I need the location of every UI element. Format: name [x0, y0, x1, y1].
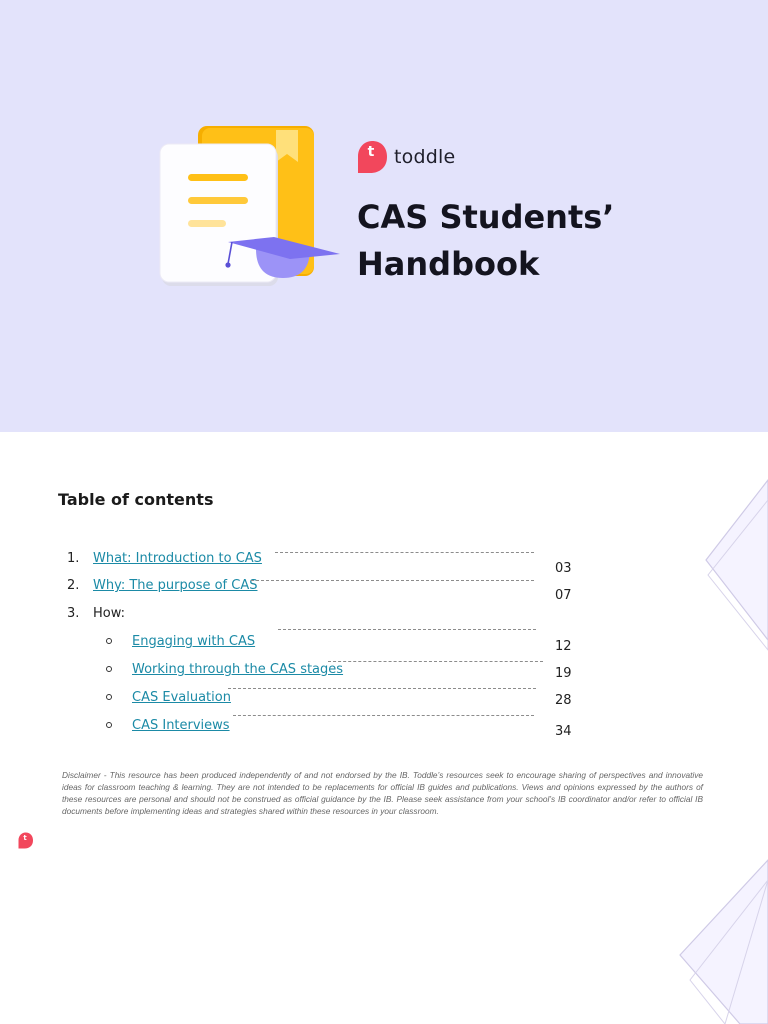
toc-number: 1. — [67, 551, 80, 566]
title-line-1: CAS Students’ — [357, 198, 615, 236]
toc-link-interviews[interactable]: CAS Interviews — [132, 718, 230, 733]
toc-page-number: 03 — [555, 561, 572, 576]
toc-link-engaging[interactable]: Engaging with CAS — [132, 634, 256, 649]
toc-link-evaluation[interactable]: CAS Evaluation — [132, 690, 231, 705]
toc-leader — [251, 580, 534, 581]
toc-leader — [275, 552, 534, 553]
toc-link-introduction[interactable]: What: Introduction to CAS — [93, 551, 262, 566]
brand-name: toddle — [394, 146, 456, 168]
toc-leader — [233, 715, 534, 716]
disclaimer-text: Disclaimer - This resource has been produced independently of and not endorsed by the IB. Toddle’s resources seek to encourage sharing of perspectives and innovative ideas for classroom teaching & learning. They are not intended to be replacements for official IB guides and publications. Views and opinions expressed by the authors of these resources are personal and should not be construed as official guidance by the IB. Please seek assistance from your school’s IB coordinator and/or refer to official IB documents before implementing ideas and strategies shared within these resources in your classroom. — [62, 770, 703, 816]
toc-leader — [228, 688, 536, 689]
toc-number: 3. — [67, 606, 80, 621]
toc-number: 2. — [67, 578, 80, 593]
bullet-icon — [106, 722, 112, 728]
bullet-icon — [106, 638, 112, 644]
toc-page-number: 34 — [555, 724, 572, 739]
title-line-2: Handbook — [357, 245, 540, 283]
toc-leader — [278, 629, 536, 630]
bullet-icon — [106, 666, 112, 672]
toc-heading: Table of contents — [58, 490, 214, 509]
bullet-icon — [106, 694, 112, 700]
toc-link-purpose[interactable]: Why: The purpose of CAS — [93, 578, 258, 593]
logo-letter: t — [367, 144, 375, 160]
toc-leader — [328, 661, 543, 662]
toc-page-number: 28 — [555, 693, 572, 708]
toc-page-number: 07 — [555, 588, 572, 603]
toc-section-how: How: — [93, 606, 126, 621]
toc-page-number: 19 — [555, 666, 572, 681]
footer-logo-letter: t — [23, 834, 27, 842]
toc-page-number: 12 — [555, 639, 572, 654]
footer-logo — [17, 832, 34, 849]
toc-link-cas-stages[interactable]: Working through the CAS stages — [132, 662, 344, 677]
